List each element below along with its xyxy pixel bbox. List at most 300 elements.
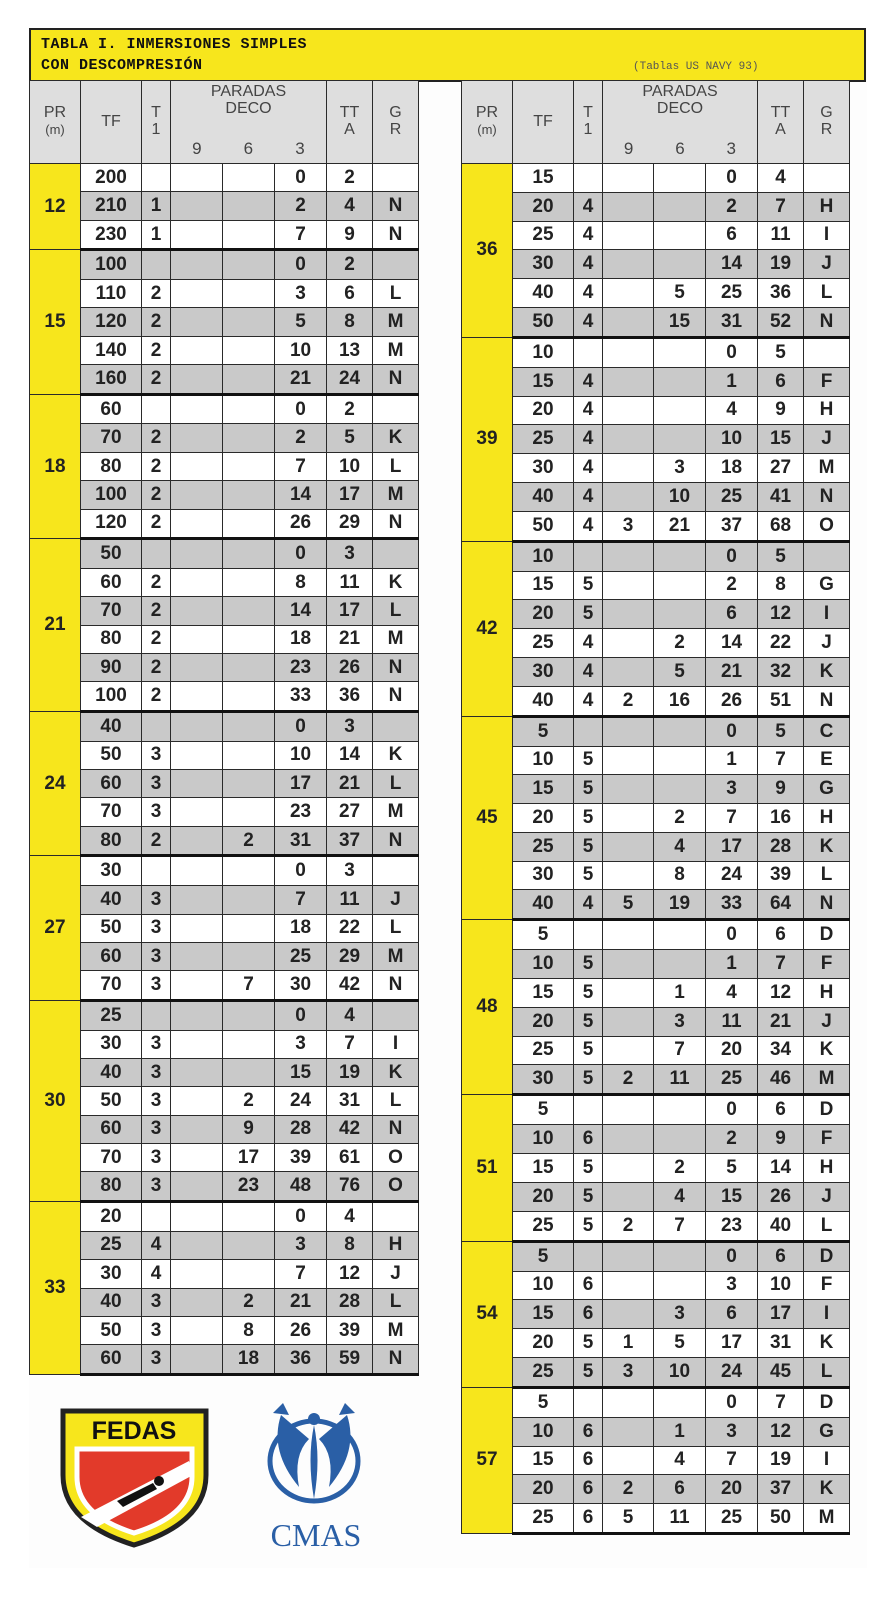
- cell-stop-9: [603, 279, 654, 308]
- cell-stop-6: 4: [654, 1182, 706, 1211]
- cell-t1: 3: [142, 1172, 171, 1202]
- cell-t1: [142, 712, 171, 742]
- cell-tta: 29: [327, 942, 373, 970]
- cell-t1: 3: [142, 1115, 171, 1143]
- cell-stop-9: [171, 1260, 223, 1288]
- table-row: [462, 657, 850, 686]
- cell-stop-3: 2: [706, 1125, 758, 1154]
- cell-tta: 7: [327, 1030, 373, 1058]
- cell-stop-3: 25: [706, 482, 758, 511]
- cell-stop-9: [603, 1182, 654, 1211]
- cell-tta: 14: [758, 1154, 804, 1183]
- cell-stop-9: [171, 394, 223, 424]
- col-pr-unit: (m): [45, 122, 65, 137]
- cell-stop-9: [603, 1241, 654, 1271]
- cell-tta: 6: [758, 367, 804, 396]
- cell-tf: 15: [513, 1300, 574, 1329]
- cell-t1: 3: [142, 886, 171, 914]
- table-header: [29, 28, 866, 82]
- cell-stop-6: [223, 597, 275, 625]
- cell-t1: 3: [142, 1087, 171, 1115]
- col-pr-unit: (m): [477, 122, 497, 137]
- cell-tf: 15: [513, 775, 574, 804]
- cell-stop-9: [603, 396, 654, 425]
- cell-stop-9: [603, 746, 654, 775]
- cell-gr: [804, 541, 850, 571]
- cell-t1: 2: [142, 826, 171, 856]
- cell-tta: 22: [758, 629, 804, 658]
- cell-t1: 1: [142, 220, 171, 250]
- cell-stop-9: [171, 1115, 223, 1143]
- cell-stop-6: [223, 712, 275, 742]
- table-row: [462, 1329, 850, 1358]
- cell-tta: 17: [758, 1300, 804, 1329]
- cell-stop-6: [223, 856, 275, 886]
- depth-cell: 30: [30, 1000, 81, 1201]
- cell-tta: 76: [327, 1172, 373, 1202]
- cell-t1: 5: [574, 600, 603, 629]
- cell-stop-6: [223, 250, 275, 280]
- cell-tf: 20: [513, 804, 574, 833]
- cell-stop-3: 24: [706, 1357, 758, 1387]
- table-row: [30, 1260, 419, 1288]
- cell-tta: 6: [758, 1241, 804, 1271]
- cell-tf: 15: [513, 1446, 574, 1475]
- cell-stop-3: 3: [275, 280, 327, 308]
- cell-stop-9: [171, 971, 223, 1001]
- table-row: [30, 424, 419, 452]
- cell-stop-9: [171, 1144, 223, 1172]
- cell-t1: [574, 337, 603, 367]
- col-g-label: G: [389, 104, 402, 122]
- cell-gr: J: [373, 1260, 419, 1288]
- cell-t1: 5: [574, 950, 603, 979]
- cell-stop-3: 10: [706, 425, 758, 454]
- cell-tta: 52: [758, 307, 804, 337]
- cell-stop-6: [654, 1241, 706, 1271]
- cell-tf: 50: [81, 1087, 142, 1115]
- cell-tf: 50: [81, 539, 142, 569]
- cell-stop-9: 2: [603, 1475, 654, 1504]
- col-g-sub: R: [820, 121, 833, 138]
- cell-t1: [574, 541, 603, 571]
- cell-gr: D: [804, 1241, 850, 1271]
- cell-stop-6: 10: [654, 1357, 706, 1387]
- table-row: [462, 686, 850, 716]
- cell-tf: 20: [513, 1007, 574, 1036]
- cell-stop-3: 25: [706, 1065, 758, 1095]
- cell-stop-3: 7: [275, 1260, 327, 1288]
- cell-stop-9: [603, 337, 654, 367]
- cell-stop-3: 26: [706, 686, 758, 716]
- cell-tf: 10: [513, 541, 574, 571]
- cell-stop-9: [603, 164, 654, 193]
- cell-stop-6: [223, 192, 275, 220]
- cell-stop-6: [654, 950, 706, 979]
- cell-gr: L: [373, 770, 419, 798]
- col-header-paradas-deco: [603, 81, 758, 164]
- cell-tf: 70: [81, 424, 142, 452]
- cell-stop-3: 36: [275, 1345, 327, 1375]
- table-row: [462, 890, 850, 920]
- cell-t1: 2: [142, 452, 171, 480]
- cell-t1: [142, 1202, 171, 1232]
- cell-stop-6: [223, 539, 275, 569]
- cell-stop-6: 3: [654, 454, 706, 483]
- cell-gr: N: [373, 365, 419, 395]
- depth-cell: 51: [462, 1095, 513, 1241]
- cell-gr: L: [804, 279, 850, 308]
- cell-t1: [574, 1095, 603, 1125]
- cell-t1: 3: [142, 942, 171, 970]
- cell-t1: 4: [574, 454, 603, 483]
- cell-t1: 4: [574, 890, 603, 920]
- cell-stop-6: 23: [223, 1172, 275, 1202]
- cell-stop-9: [603, 1387, 654, 1417]
- cell-stop-3: 2: [275, 192, 327, 220]
- table-row: [462, 1095, 850, 1125]
- cell-stop-3: 25: [706, 279, 758, 308]
- cell-stop-6: 8: [654, 861, 706, 890]
- depth-cell: 54: [462, 1241, 513, 1387]
- cell-t1: 5: [574, 804, 603, 833]
- cell-stop-6: [654, 746, 706, 775]
- depth-cell: 48: [462, 920, 513, 1095]
- cell-stop-6: [223, 1030, 275, 1058]
- table-row: [462, 1417, 850, 1446]
- cell-tf: 25: [513, 221, 574, 250]
- cell-stop-3: 0: [275, 1202, 327, 1232]
- table-row: [462, 367, 850, 396]
- cell-tf: 10: [513, 337, 574, 367]
- cell-stop-9: [171, 481, 223, 509]
- cell-gr: N: [373, 1345, 419, 1375]
- col-pr-label: PR: [43, 104, 67, 122]
- cell-stop-9: [603, 804, 654, 833]
- cell-stop-3: 0: [275, 712, 327, 742]
- cell-t1: 3: [142, 798, 171, 826]
- fedas-logo-text: FEDAS: [91, 1417, 177, 1445]
- table-row: [462, 1211, 850, 1241]
- cell-stop-9: [603, 541, 654, 571]
- cell-stop-3: 0: [706, 1095, 758, 1125]
- cell-tta: 31: [758, 1329, 804, 1358]
- cell-tf: 25: [513, 629, 574, 658]
- col-header-t1: [574, 81, 603, 164]
- table-row: [462, 221, 850, 250]
- cell-stop-9: [171, 1172, 223, 1202]
- cell-tf: 70: [81, 798, 142, 826]
- cell-stop-3: 7: [275, 886, 327, 914]
- cell-gr: K: [373, 741, 419, 769]
- left-dive-table: [29, 80, 418, 1376]
- cell-tta: 17: [327, 481, 373, 509]
- table-row: [462, 600, 850, 629]
- cell-stop-3: 7: [275, 220, 327, 250]
- cell-stop-6: 3: [654, 1007, 706, 1036]
- cell-stop-9: [171, 886, 223, 914]
- cell-t1: 5: [574, 775, 603, 804]
- cell-stop-3: 7: [706, 804, 758, 833]
- cell-stop-3: 6: [706, 600, 758, 629]
- table-row: [462, 571, 850, 600]
- cell-stop-6: [654, 396, 706, 425]
- cell-gr: N: [373, 971, 419, 1001]
- cell-stop-3: 24: [275, 1087, 327, 1115]
- cell-tf: 25: [513, 1211, 574, 1241]
- cell-gr: I: [804, 1446, 850, 1475]
- table-row: [30, 336, 419, 364]
- cell-tf: 50: [513, 511, 574, 541]
- table-row: [462, 250, 850, 279]
- cell-stop-6: [223, 914, 275, 942]
- cell-tta: 15: [758, 425, 804, 454]
- cell-t1: 4: [574, 657, 603, 686]
- cell-stop-6: [654, 716, 706, 746]
- cell-tf: 60: [81, 770, 142, 798]
- cell-tf: 20: [81, 1202, 142, 1232]
- cell-tta: 19: [758, 1446, 804, 1475]
- cell-tf: 160: [81, 365, 142, 395]
- cell-gr: M: [373, 481, 419, 509]
- col-paradas-label: PARADAS: [642, 83, 718, 100]
- cell-stop-6: [654, 367, 706, 396]
- cell-tta: 19: [327, 1058, 373, 1086]
- table-row: [462, 1387, 850, 1417]
- cell-gr: F: [804, 950, 850, 979]
- cell-stop-9: 3: [603, 1357, 654, 1387]
- cell-stop-6: [223, 365, 275, 395]
- cell-tta: 42: [327, 1115, 373, 1143]
- cell-tta: 37: [327, 826, 373, 856]
- cell-gr: N: [804, 307, 850, 337]
- cell-tf: 40: [81, 1288, 142, 1316]
- cell-tf: 25: [81, 1000, 142, 1030]
- col-header-tf: TF: [81, 81, 142, 164]
- cell-tf: 80: [81, 452, 142, 480]
- cell-gr: K: [804, 832, 850, 861]
- table-row: [30, 452, 419, 480]
- cell-t1: 4: [142, 1231, 171, 1259]
- table-row: [30, 597, 419, 625]
- table-row: [30, 741, 419, 769]
- cell-t1: [574, 716, 603, 746]
- table-row: [30, 394, 419, 424]
- cell-stop-3: 48: [275, 1172, 327, 1202]
- cell-gr: [373, 856, 419, 886]
- cell-stop-6: 4: [654, 832, 706, 861]
- table-row: [30, 1087, 419, 1115]
- cell-stop-6: [223, 1260, 275, 1288]
- cell-stop-3: 21: [275, 365, 327, 395]
- cell-t1: 2: [142, 336, 171, 364]
- cell-stop-3: 20: [706, 1036, 758, 1065]
- cell-stop-6: [654, 1387, 706, 1417]
- cell-tf: 100: [81, 250, 142, 280]
- cell-stop-6: [223, 654, 275, 682]
- cell-tta: 5: [327, 424, 373, 452]
- table-row: [30, 280, 419, 308]
- col-g-sub: R: [389, 121, 402, 138]
- cell-tta: 64: [758, 890, 804, 920]
- cell-stop-3: 26: [275, 1316, 327, 1344]
- col-g-label: G: [820, 104, 833, 122]
- cell-gr: F: [804, 1125, 850, 1154]
- cell-tf: 20: [513, 396, 574, 425]
- table-row: [30, 654, 419, 682]
- cell-gr: K: [804, 657, 850, 686]
- cell-gr: J: [804, 1007, 850, 1036]
- cell-tta: 29: [327, 509, 373, 539]
- cell-gr: M: [373, 1316, 419, 1344]
- cell-tta: 26: [327, 654, 373, 682]
- cell-stop-3: 3: [275, 1030, 327, 1058]
- cell-stop-6: 2: [223, 1087, 275, 1115]
- cell-stop-6: 8: [223, 1316, 275, 1344]
- cell-tf: 15: [513, 571, 574, 600]
- cell-gr: [373, 164, 419, 192]
- col-tt-sub: A: [344, 121, 355, 138]
- cell-stop-9: [603, 307, 654, 337]
- cell-tta: 21: [758, 1007, 804, 1036]
- cell-stop-6: 19: [654, 890, 706, 920]
- cell-stop-9: [171, 1058, 223, 1086]
- table-row: [30, 712, 419, 742]
- cell-stop-9: [171, 164, 223, 192]
- cell-tf: 40: [81, 712, 142, 742]
- cell-tta: 50: [758, 1504, 804, 1534]
- table-row: [30, 192, 419, 220]
- cell-stop-6: [223, 798, 275, 826]
- table-row: [462, 861, 850, 890]
- cell-tta: 7: [758, 192, 804, 221]
- cell-stop-9: [603, 979, 654, 1008]
- cell-stop-3: 14: [706, 250, 758, 279]
- cell-gr: C: [804, 716, 850, 746]
- cell-tta: 13: [327, 336, 373, 364]
- table-row: [462, 454, 850, 483]
- cell-stop-9: [171, 1316, 223, 1344]
- cell-stop-6: 9: [223, 1115, 275, 1143]
- cell-tta: 9: [758, 1125, 804, 1154]
- cell-stop-6: 17: [223, 1144, 275, 1172]
- cell-stop-9: [171, 856, 223, 886]
- depth-cell: 42: [462, 541, 513, 716]
- cell-stop-6: 2: [654, 629, 706, 658]
- cell-tta: 5: [758, 716, 804, 746]
- table-row: [30, 682, 419, 712]
- cell-stop-9: [171, 712, 223, 742]
- col-t-sub: 1: [151, 121, 161, 138]
- cell-stop-6: 3: [654, 1300, 706, 1329]
- cell-tf: 120: [81, 509, 142, 539]
- cell-gr: M: [804, 1065, 850, 1095]
- cell-gr: I: [804, 600, 850, 629]
- cell-tta: 9: [758, 775, 804, 804]
- cell-gr: G: [804, 775, 850, 804]
- cell-stop-9: [171, 1288, 223, 1316]
- cell-tf: 30: [513, 454, 574, 483]
- table-row: [462, 192, 850, 221]
- cell-stop-9: [603, 1154, 654, 1183]
- cell-gr: E: [804, 746, 850, 775]
- cell-stop-3: 0: [706, 716, 758, 746]
- cell-tta: 9: [327, 220, 373, 250]
- table-row: [30, 164, 419, 192]
- table-row: [462, 629, 850, 658]
- cell-stop-9: [171, 1087, 223, 1115]
- cell-tf: 80: [81, 625, 142, 653]
- cell-gr: M: [373, 336, 419, 364]
- cell-tta: 8: [327, 1231, 373, 1259]
- cell-gr: N: [373, 220, 419, 250]
- col-deco-label: DECO: [225, 99, 272, 117]
- cell-t1: 3: [142, 1345, 171, 1375]
- cell-stop-6: [654, 164, 706, 193]
- cell-tta: 36: [327, 682, 373, 712]
- cell-gr: M: [373, 942, 419, 970]
- cell-tta: 41: [758, 482, 804, 511]
- cell-stop-9: [171, 250, 223, 280]
- cell-stop-9: [171, 1231, 223, 1259]
- col-tt-sub: A: [775, 121, 786, 138]
- cell-gr: [373, 1202, 419, 1232]
- cell-t1: 5: [574, 1329, 603, 1358]
- cell-t1: 6: [574, 1271, 603, 1300]
- cell-stop-3: 3: [706, 1271, 758, 1300]
- cell-tf: 50: [81, 1316, 142, 1344]
- depth-cell: 33: [30, 1202, 81, 1375]
- cell-gr: M: [373, 798, 419, 826]
- cell-tta: 27: [758, 454, 804, 483]
- cell-gr: N: [373, 682, 419, 712]
- cell-stop-9: [603, 571, 654, 600]
- cell-gr: L: [373, 914, 419, 942]
- cell-stop-3: 0: [706, 541, 758, 571]
- table-row: [462, 1271, 850, 1300]
- cell-tf: 30: [81, 1030, 142, 1058]
- cell-t1: [142, 856, 171, 886]
- cell-stop-9: [171, 597, 223, 625]
- cell-tf: 40: [513, 279, 574, 308]
- table-row: [462, 1475, 850, 1504]
- cell-tf: 10: [513, 1125, 574, 1154]
- cell-tta: 4: [327, 1202, 373, 1232]
- cell-stop-3: 31: [706, 307, 758, 337]
- cell-tf: 40: [513, 482, 574, 511]
- table-row: [462, 425, 850, 454]
- cell-stop-9: [171, 568, 223, 596]
- depth-cell: 45: [462, 716, 513, 920]
- cell-gr: F: [804, 1271, 850, 1300]
- cell-gr: M: [804, 454, 850, 483]
- cell-stop-6: [654, 1095, 706, 1125]
- cell-t1: 3: [142, 914, 171, 942]
- cell-stop-6: 7: [654, 1211, 706, 1241]
- cell-tf: 70: [81, 1144, 142, 1172]
- cell-tf: 20: [513, 1475, 574, 1504]
- col-stop-3: 3: [295, 139, 305, 159]
- table-row: [30, 942, 419, 970]
- cell-stop-9: 5: [603, 1504, 654, 1534]
- cell-stop-6: [223, 682, 275, 712]
- cell-tta: 10: [758, 1271, 804, 1300]
- table-row: [462, 541, 850, 571]
- cell-stop-6: [654, 1271, 706, 1300]
- cell-stop-9: [603, 1271, 654, 1300]
- col-header-t1: [142, 81, 171, 164]
- cell-t1: 2: [142, 682, 171, 712]
